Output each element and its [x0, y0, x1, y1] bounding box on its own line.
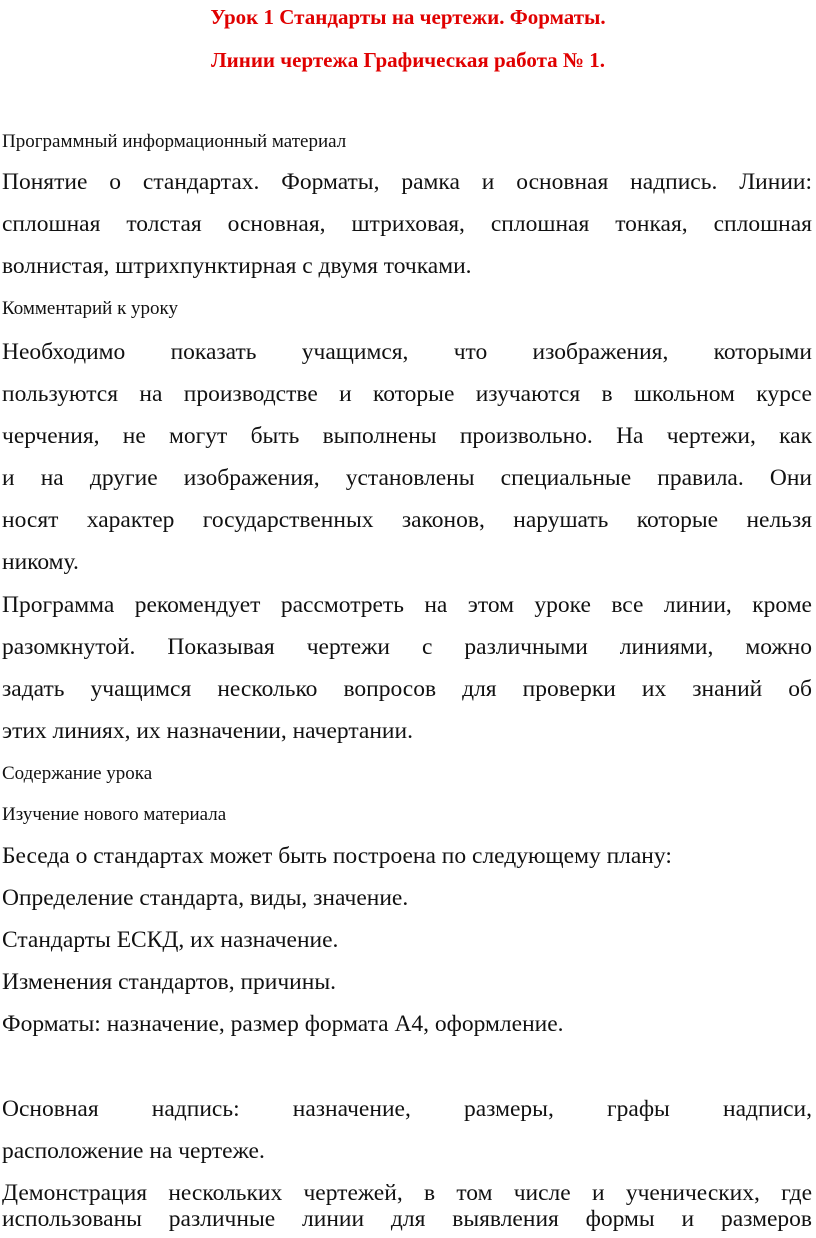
- comment-line: этих линиях, их назначении, начертании.: [2, 718, 413, 744]
- lesson-title-line-2: Линии чертежа Графическая работа № 1.: [210, 48, 605, 72]
- comment-line: разомкнутой. Показывая чертежи с различными линиями, можно: [2, 634, 812, 660]
- comment-line: и на другие изображения, установлены специальные правила. Они: [2, 465, 812, 491]
- plan-line: Изменения стандартов, причины.: [2, 969, 336, 995]
- program-material-heading: Программный информационный материал: [2, 131, 347, 152]
- comment-heading: Комментарий к уроку: [2, 298, 179, 319]
- plan-line: Форматы: назначение, размер формата А4, оформление.: [2, 1011, 564, 1037]
- new-material-heading: Изучение нового материала: [2, 804, 227, 825]
- comment-line: никому.: [2, 549, 79, 575]
- plan-line: Определение стандарта, виды, значение.: [2, 885, 409, 911]
- comment-line: черчения, не могут быть выполнены произвольно. На чертежи, как: [2, 423, 812, 449]
- comment-line: пользуются на производстве и которые изучаются в школьном курсе: [2, 381, 812, 407]
- title-block-line: расположение на чертеже.: [2, 1138, 265, 1164]
- program-line: сплошная толстая основная, штриховая, сплошная тонкая, сплошная: [2, 211, 812, 237]
- comment-line: Программа рекомендует рассмотреть на этом уроке все линии, кроме: [2, 592, 812, 618]
- plan-line: Беседа о стандартах может быть построена по следующему плану:: [2, 843, 672, 869]
- lesson-content-heading: Содержание урока: [2, 763, 153, 784]
- program-line: Понятие о стандартах. Форматы, рамка и основная надпись. Линии:: [2, 169, 812, 195]
- demo-line: использованы различные линии для выявления формы и размеров: [2, 1206, 812, 1232]
- plan-line: Стандарты ЕСКД, их назначение.: [2, 927, 339, 953]
- comment-line: задать учащимся несколько вопросов для проверки их знаний об: [2, 676, 812, 702]
- demo-line: Демонстрация нескольких чертежей, в том числе и ученических, где: [2, 1180, 812, 1206]
- comment-line: Необходимо показать учащимся, что изображения, которыми: [2, 339, 812, 365]
- title-block-line: Основная надпись: назначение, размеры, графы надписи,: [2, 1096, 812, 1122]
- lesson-title-line-1: Урок 1 Стандарты на чертежи. Форматы.: [210, 5, 606, 29]
- comment-line: носят характер государственных законов, нарушать которые нельзя: [2, 507, 812, 533]
- program-line: волнистая, штрихпунктирная с двумя точками.: [2, 253, 472, 279]
